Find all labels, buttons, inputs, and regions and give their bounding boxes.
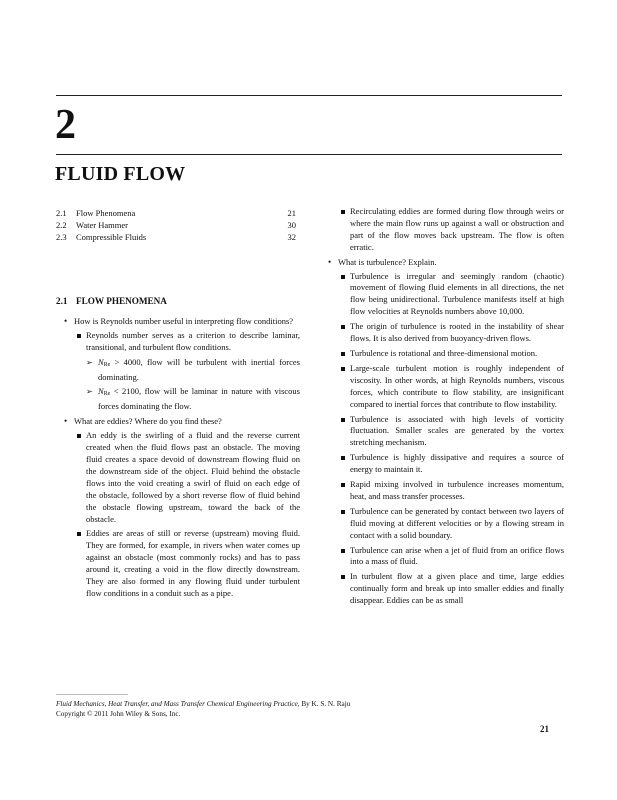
toc-title: Water Hammer [76, 220, 128, 230]
answer-item: Turbulence can arise when a jet of fluid from an orifice flows into a mass of fluid. [320, 545, 564, 569]
copyright: Copyright © 2011 John Wiley & Sons, Inc. [56, 710, 181, 718]
question-item [56, 316, 300, 328]
arrow-icon: ➢ [86, 387, 93, 397]
right-column [320, 206, 564, 610]
symbol-n: N [98, 386, 104, 397]
footnote [56, 699, 350, 719]
answer-item: Turbulence can be generated by contact between two layers of fluid moving at different velocities or by a flowing stream in contact with a solid boundary. [320, 506, 564, 542]
footnote-citation [56, 699, 350, 709]
left-column [56, 296, 300, 603]
page-number: 21 [540, 724, 549, 734]
question-text: • What are eddies? Where do you find these? [74, 416, 222, 427]
table-of-contents [56, 207, 296, 243]
symbol-n: N [98, 356, 104, 367]
toc-number: 2.3 [56, 232, 67, 242]
toc-row[interactable] [56, 219, 296, 231]
subscript-re: Re [103, 391, 111, 398]
chapter-title: FLUID FLOW [55, 163, 186, 185]
answer-item: Large-scale turbulent motion is roughly independent of viscosity. In other words, at high Reynolds numbers, viscous forces, which contribute to flow stability, are insignificant compared to inertial forces that contribute to flow instability. [320, 363, 564, 411]
toc-page: 30 [287, 220, 296, 230]
sub-item [56, 357, 300, 384]
answer-item: Turbulence is rotational and three-dimensional motion. [320, 348, 564, 360]
chapter-number: 2 [55, 102, 76, 148]
footnote-rule [56, 694, 128, 695]
answer-item: Turbulence is irregular and seemingly random (chaotic) movement of flowing fluid elements in all directions, the net flow being unidirectional. Turbulence manifests itself at high flow velocities at Reynolds numbers above 10,000. [320, 271, 564, 319]
section-number: 2.1 [56, 296, 68, 306]
answer-item: Turbulence is associated with high levels of vorticity fluctuation. Smaller scales are generated by the vortex stretching mechanism. [320, 414, 564, 450]
answer-item: In turbulent flow at a given place and time, large eddies continually form and break up into smaller eddies and finally disappear. Eddies can be as small [320, 571, 564, 607]
question-item [56, 416, 300, 428]
answer-item: Reynolds number serves as a criterion to describe laminar, transitional, and turbulent flow conditions. [56, 330, 300, 354]
answer-item: An eddy is the swirling of a fluid and the reverse current created when the fluid flows past an obstacle. The moving fluid creates a space devoid of downstream flowing fluid on the downstream side of the object. Fluid behind the obstacle flows into the void creating a swirl of fluid on each edge of the obstacle, followed by a short reverse flow of fluid behind the obstacle flowing upstream, toward the back of the obstacle. [56, 430, 300, 525]
question-text: • How is Reynolds number useful in interpreting flow conditions? [74, 315, 294, 326]
toc-number: 2.2 [56, 220, 67, 230]
answer-item: Turbulence is highly dissipative and requires a source of energy to maintain it. [320, 452, 564, 476]
chapter-title-rule [56, 154, 562, 155]
sub-item [56, 386, 300, 413]
section-heading [56, 296, 300, 308]
toc-page: 21 [287, 208, 296, 218]
toc-title: Flow Phenomena [76, 208, 136, 218]
toc-row[interactable] [56, 231, 296, 243]
answer-item: Rapid mixing involved in turbulence increases momentum, heat, and mass transfer processes. [320, 479, 564, 503]
question-text: • What is turbulence? Explain. [338, 256, 437, 267]
section-title: FLOW PHENOMENA [76, 296, 167, 306]
book-author: By K. S. N. Raju [299, 700, 351, 708]
answer-item: The origin of turbulence is rooted in the instability of shear flows. It is also derived from buoyancy-driven flows. [320, 321, 564, 345]
sub-item-text: < 2100, flow will be laminar in nature with viscous forces dominating the flow. [98, 386, 300, 412]
toc-page: 32 [287, 232, 296, 242]
toc-title: Compressible Fluids [76, 232, 147, 242]
arrow-icon: ➢ [86, 357, 93, 367]
sub-item-text: > 4000, flow will be turbulent with inertial forces dominating. [98, 356, 300, 382]
answer-item: Recirculating eddies are formed during flow through weirs or where the main flow runs up against a wall or obstruction and part of the flow moves back upstream. The flow is often erratic. [320, 206, 564, 254]
answer-item: Eddies are areas of still or reverse (upstream) moving fluid. They are formed, for example, in rivers when water comes up against an obstacle (most commonly rocks) and has to pass around it, creating a void in the flow directly downstream. They are also formed in any flowing fluid under turbulent flow conditions in a conduit such as a pipe. [56, 528, 300, 599]
question-item [320, 257, 564, 269]
toc-row[interactable] [56, 207, 296, 219]
toc-number: 2.1 [56, 208, 67, 218]
subscript-re: Re [103, 361, 111, 368]
book-title: Fluid Mechanics, Heat Transfer, and Mass Transfer Chemical Engineering Practice, [56, 700, 300, 708]
top-rule [56, 95, 562, 96]
